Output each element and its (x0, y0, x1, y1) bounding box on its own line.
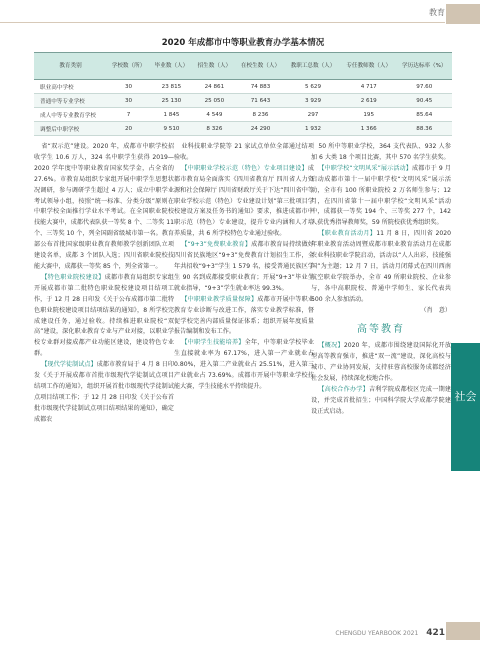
paragraph-heading: 【“9+3”免费职业教育】 (181, 241, 252, 249)
paragraph-heading: 【现代学徒制试点】 (41, 361, 97, 369)
table-cell: 8 326 (193, 122, 236, 136)
table-title: 2020 年成都市中等职业教育办学基本情况 (161, 38, 325, 48)
table-cell: 25 050 (193, 94, 236, 108)
text-column-1 (34, 142, 174, 426)
text-column-2 (174, 142, 314, 393)
table-row (34, 108, 452, 122)
page-footer (285, 628, 445, 638)
paragraph-text: 成都市于 9 月启动成都市第十一届中职学校“文明风采”展示活动，全市有 100 所职业院校 2 万名师生参与；12 月，在四川省第十一届中职学校“文明风采”活动中，成都获一等奖 194 个、三等奖 277 个，142 人获优秀指导教师奖，59 所院校获优秀组织奖。 (311, 164, 451, 227)
footer-tab (446, 622, 480, 640)
section-heading: 高等教育 (357, 323, 405, 335)
table-cell: 90.45 (397, 94, 452, 108)
table-header-cell: 毕业数（人） (150, 53, 193, 80)
paragraph (311, 385, 451, 418)
paragraph-text: 50 所中等职业学校，364 支代表队、932 人参加 6 大类 18 个项目比赛，其中 570 名学生获奖。 (311, 143, 451, 161)
table-cell: 88.36 (397, 122, 452, 136)
table-cell: 1 932 (285, 122, 341, 136)
table-cell: 4 549 (193, 108, 236, 122)
paragraph (34, 360, 174, 425)
paragraph-text: 吉利学院成都校区完成一期建设，并完成首批招生；中国科学院大学成都学院建设正式启动。 (311, 386, 452, 415)
table-header-cell: 在校生数（人） (236, 53, 285, 80)
paragraph-text: 成都市教育局全面落实《四川省教育厅 四川省人力资源和社会保障厅 四川省财政厅关于下达“四川省中等职业学校示范（特色）专业建设计划”第三批项目学校建设方案及任务书的通知》要求，推进成都市中职示范（特色）专业建设，提升专业内涵和人才培养质量，共 6 所学校特色专业通过验收。 (174, 164, 314, 238)
paragraph (311, 341, 451, 385)
table-cell: 30 (107, 94, 150, 108)
paragraph (174, 164, 314, 240)
paragraph (34, 142, 174, 273)
table-header-cell: 学历达标率（%） (397, 53, 452, 80)
table-cell: 195 (341, 108, 397, 122)
table-cell: 23 815 (150, 80, 193, 94)
paragraph-text: 成都市教育局持续做好四川省民族地区“9+3”免费教育计划招生工作，全年共招收“9+3”学生 1 579 名，接受普通民族区学生 90 名到成都接受职业教育；开展“9+3”毕业生就业指导，“9+3”学生就业率达 99.3%。 (174, 241, 314, 292)
table-cell: 8 236 (236, 108, 285, 122)
table-header-cell: 教职工总数（人） (285, 53, 341, 80)
stats-table (34, 52, 452, 136)
table-cell: 1 845 (150, 108, 193, 122)
table-cell: 74 883 (236, 80, 285, 94)
paragraph-heading: 【概况】 (318, 342, 344, 350)
text-column-3 (311, 142, 451, 418)
table-cell: 9 510 (150, 122, 193, 136)
paragraph-heading: 【中职学校“文明风采”展示活动】 (318, 164, 412, 172)
paragraph (174, 295, 314, 339)
table-cell: 71 643 (236, 94, 285, 108)
table-row (34, 80, 452, 94)
table-cell: 职业高中学校 (34, 80, 107, 94)
paragraph (311, 306, 451, 317)
table-header-cell: 专任教师数（人） (341, 53, 397, 80)
paragraph-text: （肖 意） (420, 306, 451, 314)
table-cell: 85.64 (397, 108, 452, 122)
paragraph (174, 338, 314, 393)
paragraph (174, 142, 314, 164)
table-header-cell: 学校数（所） (107, 53, 150, 80)
side-tab-label: 社会 (454, 390, 477, 403)
table-row (34, 122, 452, 136)
paragraph-heading: 【高校合作办学】 (318, 386, 369, 394)
page-number: 421 (426, 628, 445, 638)
table-cell: 30 (107, 80, 150, 94)
table-cell: 成人中等专业教育学校 (34, 108, 107, 122)
table-cell: 297 (285, 108, 341, 122)
paragraph-heading: 【职业教育活动月】 (318, 230, 377, 238)
journal-name: CHENGDU YEARBOOK 2021 (335, 630, 419, 637)
table-cell: 25 130 (150, 94, 193, 108)
table-cell: 1 366 (341, 122, 397, 136)
header-line (0, 22, 445, 23)
paragraph-heading: 【特色职业院校建设】 (41, 273, 105, 281)
paragraph-text: 成都市开展中等职业教育专业诊断与改进工作，落实专业教学标准，督促学校完善内部质量保证体系；组织开展年度质量报告编制和发布工作。 (174, 295, 315, 336)
paragraph (34, 273, 174, 360)
table-header-row (34, 53, 452, 80)
paragraph-text: 2020 年，成都市围绕建设国际化开放型高等教育强市，推进“双一流”建设，深化高校与城市、产业协同发展，支持驻蓉高校服务成都经济社会发展，持续深化校地合作。 (311, 342, 451, 383)
table-cell: 97.60 (397, 80, 452, 94)
paragraph-text: 成都市教育局于 4 月 8 日印发《关于开展成都市首批市级现代学徒制试点项目结项工作的通知》，组织开展首批市级现代学徒制试点项目结项工作；于 12 月 28 日印发《关于公布首批市级现代学徒制试点项目结项结果的通知》，确定成都农 (34, 361, 174, 423)
paragraph-text: 业科技职业学院等 21 家试点单位全部通过结项验收。 (174, 143, 314, 161)
paragraph (311, 229, 451, 305)
table-cell: 20 (107, 122, 150, 136)
paragraph-text: 成都市教育局组织专家组开展成都市第二批特色职业院校建设项目结项工作，于 12 月 28 日印发《关于公布成都市第二批特色职业院校建设项目结项结果的通知》，8 所学校完成建设任务，通过验收。持续推进职业院校“双高”建设，深化职业教育专业与产业对接，以职业学校专业群对接成都产业功能区建设，建设特色专业群。 (34, 273, 174, 358)
table-header-cell: 教育类别 (34, 53, 107, 80)
table-row (34, 94, 452, 108)
paragraph (311, 164, 451, 229)
paragraph-heading: 【中职职业学校示范（特色）专业项目建设】 (181, 164, 308, 172)
table-header-cell: 招生数（人） (193, 53, 236, 80)
table-cell: 调整后中职学校 (34, 122, 107, 136)
paragraph-text: 11 月 8 日，四川省 2020 年职业教育活动周暨成都市职业教育活动月在成都农业科技职业学院启动，活动以“人人出彩，技能强国”为主题；12 月 7 日，活动月闭幕式在四川西南航空职业学院举办，全市 49 所职业院校、企业参与，各中高职院校、普通中学师生、家长代表共 500 余人参加活动。 (311, 230, 452, 303)
paragraph (311, 142, 451, 164)
paragraph-text: 全年，中等职业学校毕业生直接就业率为 67.17%，进入第一产业就业占 0.80%，进入第二产业就业占 25.51%，进入第三产业就业占 73.69%。成都市开展中等职业学校技能大赛，学生技能水平持续提升。 (174, 339, 314, 390)
table-cell: 24 290 (236, 122, 285, 136)
table-cell: 24 861 (193, 80, 236, 94)
table-cell: 7 (107, 108, 150, 122)
header-tab (446, 4, 480, 24)
table-cell: 4 717 (341, 80, 397, 94)
paragraph-heading: 【中职职业教学质量保障】 (181, 295, 258, 303)
side-tab (451, 343, 480, 471)
table-cell: 3 929 (285, 94, 341, 108)
paragraph-heading: 【中职学生技能培养】 (181, 339, 245, 347)
header-section: 教育 (429, 8, 445, 17)
table-cell: 普通中等专业学校 (34, 94, 107, 108)
table-cell: 2 619 (341, 94, 397, 108)
paragraph-text: 省“双示范”建设。2020 年，成都市中职学校招收学生 10.6 万人，324 名中职学生获得 2019—2020 学年度中等职业教育国家奖学金，占全省的 27.6%。市教育局组织专家组开展中职学生思想状况调研，参与调研学生超过 4 万人；成立中职学业考试领导小组，按照“统一标准、分类分级”原则在中职学校全面推行学业水平考试。在全国职业院校技能大赛中，成都代表队获一等奖 8 个、二等奖 11 个、三等奖 10 个，列全国副省级城市第一名。教育部公布首批国家级职业教育教师教学创新团队立项建设名单，成都 3 个团队入选；四川省职业院校技能大赛中，成都获一等奖 85 个，列全省第一。 (34, 143, 174, 270)
paragraph (174, 240, 314, 295)
table-cell: 5 629 (285, 80, 341, 94)
